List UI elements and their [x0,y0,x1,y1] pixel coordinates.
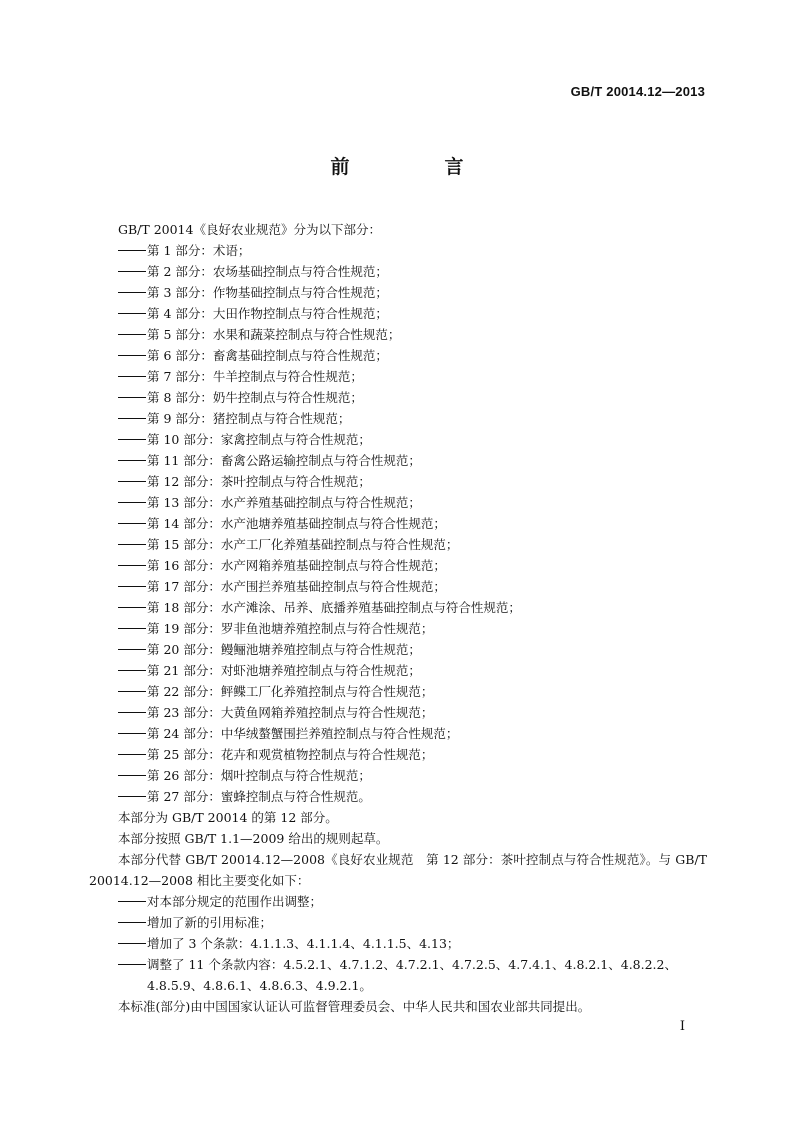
list-item: 第 22 部分：鲆鲽工厂化养殖控制点与符合性规范； [89,681,707,702]
em-dash-mark [118,670,146,671]
list-item: 第 20 部分：鳗鲡池塘养殖控制点与符合性规范； [89,639,707,660]
list-item: 第 25 部分：花卉和观赏植物控制点与符合性规范； [89,744,707,765]
changes-list [89,891,707,996]
em-dash-mark [118,397,146,398]
em-dash-mark [118,250,146,251]
list-item: 调整了 11 个条款内容：4.5.2.1、4.7.1.2、4.7.2.1、4.7.2.5、4.7.4.1、4.8.2.1、4.8.2.2、4.8.5.9、4.8.6.1、4.8.6.3、4.9.2.1。 [89,954,707,996]
list-item: 第 8 部分：奶牛控制点与符合性规范； [89,387,707,408]
document-body [89,219,707,1017]
list-item: 第 2 部分：农场基础控制点与符合性规范； [89,261,707,282]
list-item: 第 19 部分：罗非鱼池塘养殖控制点与符合性规范； [89,618,707,639]
document-code: GB/T 20014.12—2013 [570,84,705,99]
list-item: 第 11 部分：畜禽公路运输控制点与符合性规范； [89,450,707,471]
list-item: 第 10 部分：家禽控制点与符合性规范； [89,429,707,450]
em-dash-mark [118,691,146,692]
list-item: 第 18 部分：水产滩涂、吊养、底播养殖基础控制点与符合性规范； [89,597,707,618]
list-item: 第 21 部分：对虾池塘养殖控制点与符合性规范； [89,660,707,681]
list-item: 第 9 部分：猪控制点与符合性规范； [89,408,707,429]
em-dash-mark [118,565,146,566]
proposer-statement: 本标准(部分)由中国国家认证认可监督管理委员会、中华人民共和国农业部共同提出。 [118,999,591,1014]
em-dash-mark [118,628,146,629]
em-dash-mark [118,523,146,524]
list-item: 第 24 部分：中华绒螯蟹围拦养殖控制点与符合性规范； [89,723,707,744]
list-item: 第 15 部分：水产工厂化养殖基础控制点与符合性规范； [89,534,707,555]
em-dash-mark [118,607,146,608]
em-dash-mark [118,586,146,587]
list-item: 第 27 部分：蜜蜂控制点与符合性规范。 [89,786,707,807]
list-item: 第 7 部分：牛羊控制点与符合性规范； [89,366,707,387]
intro-paragraph: GB/T 20014《良好农业规范》分为以下部分： [118,222,381,237]
list-item: 第 17 部分：水产围拦养殖基础控制点与符合性规范； [89,576,707,597]
em-dash-mark [118,796,146,797]
em-dash-mark [118,712,146,713]
em-dash-mark [118,754,146,755]
drafting-rules-statement: 本部分按照 GB/T 1.1—2009 给出的规则起草。 [118,831,389,846]
em-dash-mark [118,943,146,944]
part-statement: 本部分为 GB/T 20014 的第 12 部分。 [118,810,338,825]
list-item: 第 13 部分：水产养殖基础控制点与符合性规范； [89,492,707,513]
em-dash-mark [118,544,146,545]
em-dash-mark [118,922,146,923]
list-item: 第 23 部分：大黄鱼网箱养殖控制点与符合性规范； [89,702,707,723]
list-item: 第 5 部分：水果和蔬菜控制点与符合性规范； [89,324,707,345]
list-item: 增加了 3 个条款：4.1.1.3、4.1.1.4、4.1.1.5、4.13； [89,933,707,954]
replacement-statement: 本部分代替 GB/T 20014.12—2008《良好农业规范 第 12 部分：茶叶控制点与符合性规范》。与 GB/T 20014.12—2008 相比主要变化如下： [89,852,707,888]
em-dash-mark [118,649,146,650]
parts-list [89,240,707,807]
list-item: 第 1 部分：术语； [89,240,707,261]
em-dash-mark [118,376,146,377]
page-number: I [679,1019,685,1034]
list-item: 第 26 部分：烟叶控制点与符合性规范； [89,765,707,786]
em-dash-mark [118,481,146,482]
em-dash-mark [118,964,146,965]
em-dash-mark [118,292,146,293]
em-dash-mark [118,733,146,734]
list-item: 增加了新的引用标准； [89,912,707,933]
list-item: 第 6 部分：畜禽基础控制点与符合性规范； [89,345,707,366]
em-dash-mark [118,502,146,503]
em-dash-mark [118,775,146,776]
em-dash-mark [118,334,146,335]
list-item: 第 14 部分：水产池塘养殖基础控制点与符合性规范； [89,513,707,534]
list-item: 第 4 部分：大田作物控制点与符合性规范； [89,303,707,324]
list-item: 第 3 部分：作物基础控制点与符合性规范； [89,282,707,303]
page-title: 前 言 [330,156,502,178]
em-dash-mark [118,313,146,314]
em-dash-mark [118,418,146,419]
em-dash-mark [118,901,146,902]
em-dash-mark [118,439,146,440]
em-dash-mark [118,460,146,461]
list-item: 第 16 部分：水产网箱养殖基础控制点与符合性规范； [89,555,707,576]
list-item: 对本部分规定的范围作出调整； [89,891,707,912]
em-dash-mark [118,355,146,356]
em-dash-mark [118,271,146,272]
list-item: 第 12 部分：茶叶控制点与符合性规范； [89,471,707,492]
